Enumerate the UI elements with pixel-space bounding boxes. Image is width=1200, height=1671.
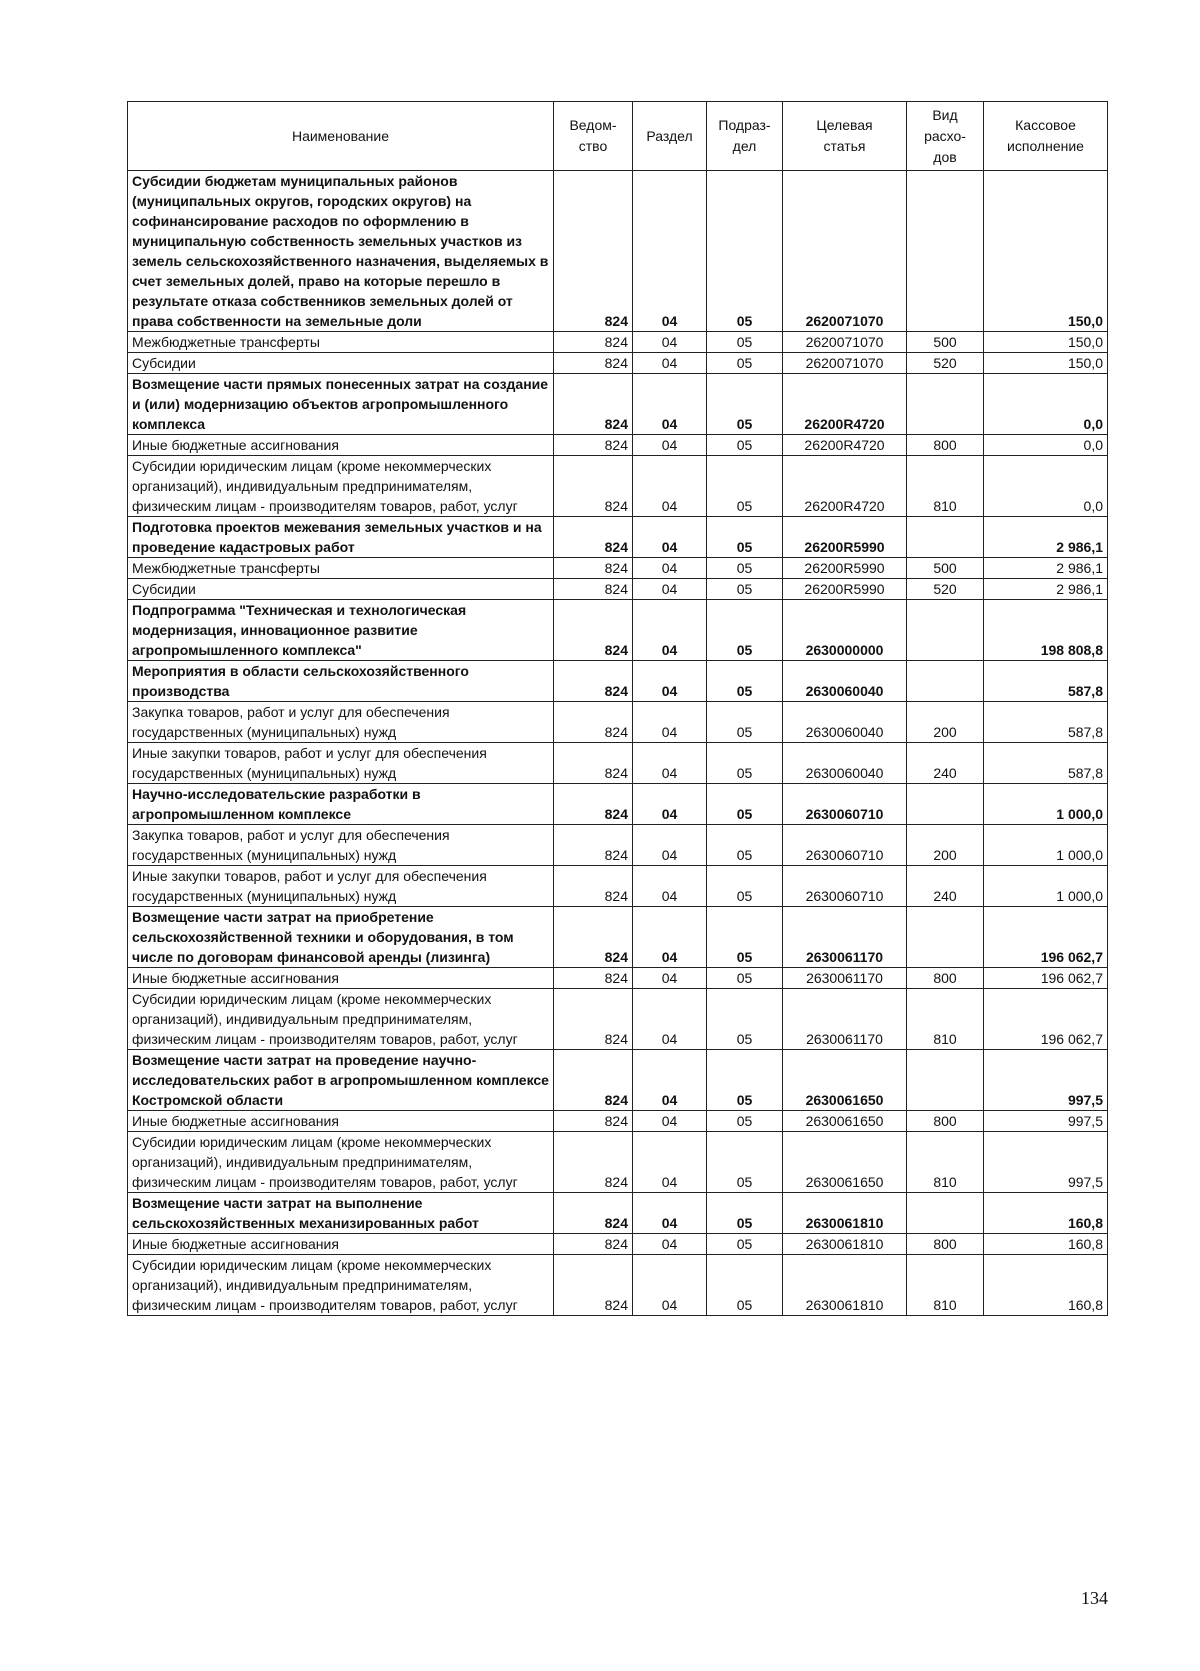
cell-subsection: 05 (707, 825, 783, 866)
cell-section: 04 (633, 171, 707, 332)
cell-target: 2630060710 (783, 866, 907, 907)
cell-dept: 824 (554, 353, 633, 374)
cell-target: 2630061170 (783, 989, 907, 1050)
cell-amount: 196 062,7 (984, 907, 1108, 968)
cell-subsection: 05 (707, 456, 783, 517)
cell-amount: 160,8 (984, 1255, 1108, 1316)
table-row (128, 374, 1108, 435)
cell-target: 2630061810 (783, 1193, 907, 1234)
header-subsection: Подраз- дел (707, 102, 783, 171)
table-row (128, 866, 1108, 907)
table-row (128, 171, 1108, 332)
cell-dept: 824 (554, 171, 633, 332)
cell-name: Иные бюджетные ассигнования (128, 968, 554, 989)
cell-name: Иные бюджетные ассигнования (128, 1234, 554, 1255)
cell-section: 04 (633, 456, 707, 517)
cell-amount: 196 062,7 (984, 968, 1108, 989)
cell-target: 2630061170 (783, 968, 907, 989)
cell-amount: 1 000,0 (984, 866, 1108, 907)
cell-name: Субсидии юридическим лицам (кроме некоммерческих организаций), индивидуальным предпринимателям, физическим лицам - производителям товаров, работ, услуг (128, 1255, 554, 1316)
cell-target: 26200R4720 (783, 374, 907, 435)
cell-dept: 824 (554, 866, 633, 907)
cell-name: Возмещение части затрат на проведение научно-исследовательских работ в агропромышленном комплексе Костромской области (128, 1050, 554, 1111)
table-row (128, 1255, 1108, 1316)
cell-name: Субсидии (128, 579, 554, 600)
cell-name: Субсидии (128, 353, 554, 374)
cell-name: Мероприятия в области сельскохозяйственного производства (128, 661, 554, 702)
cell-subsection: 05 (707, 1132, 783, 1193)
cell-target: 2630061650 (783, 1050, 907, 1111)
cell-expense-type (907, 600, 984, 661)
header-expense-type: Вид расхо- дов (907, 102, 984, 171)
cell-target: 26200R5990 (783, 579, 907, 600)
cell-expense-type (907, 1193, 984, 1234)
cell-name: Межбюджетные трансферты (128, 558, 554, 579)
cell-section: 04 (633, 353, 707, 374)
table-row (128, 435, 1108, 456)
cell-target: 2620071070 (783, 332, 907, 353)
cell-amount: 997,5 (984, 1132, 1108, 1193)
cell-expense-type: 240 (907, 743, 984, 784)
table-row (128, 332, 1108, 353)
cell-expense-type (907, 784, 984, 825)
header-amount: Кассовое исполнение (984, 102, 1108, 171)
cell-expense-type: 520 (907, 353, 984, 374)
cell-section: 04 (633, 907, 707, 968)
cell-dept: 824 (554, 517, 633, 558)
cell-name: Межбюджетные трансферты (128, 332, 554, 353)
table-row (128, 517, 1108, 558)
cell-name: Научно-исследовательские разработки в агропромышленном комплексе (128, 784, 554, 825)
cell-dept: 824 (554, 743, 633, 784)
cell-expense-type: 200 (907, 825, 984, 866)
cell-dept: 824 (554, 435, 633, 456)
cell-dept: 824 (554, 600, 633, 661)
cell-amount: 2 986,1 (984, 579, 1108, 600)
cell-expense-type: 800 (907, 1234, 984, 1255)
cell-subsection: 05 (707, 600, 783, 661)
cell-target: 26200R4720 (783, 435, 907, 456)
cell-subsection: 05 (707, 558, 783, 579)
cell-amount: 0,0 (984, 435, 1108, 456)
cell-name: Закупка товаров, работ и услуг для обеспечения государственных (муниципальных) нужд (128, 825, 554, 866)
table-row (128, 907, 1108, 968)
cell-dept: 824 (554, 1255, 633, 1316)
cell-section: 04 (633, 374, 707, 435)
cell-expense-type: 810 (907, 989, 984, 1050)
cell-section: 04 (633, 1132, 707, 1193)
cell-target: 26200R4720 (783, 456, 907, 517)
table-row (128, 1111, 1108, 1132)
cell-subsection: 05 (707, 702, 783, 743)
cell-section: 04 (633, 1193, 707, 1234)
cell-subsection: 05 (707, 1234, 783, 1255)
cell-section: 04 (633, 558, 707, 579)
cell-name: Субсидии бюджетам муниципальных районов (муниципальных округов, городских округов) на софинансирование расходов по оформлению в муниципальную собственность земельных участков из земель сельскохозяйственного назначения, выделяемых в счет земельных долей, право на которые перешло в результате отказа собственников земельных долей от права собственности на земельные доли (128, 171, 554, 332)
cell-amount: 587,8 (984, 702, 1108, 743)
cell-name: Закупка товаров, работ и услуг для обеспечения государственных (муниципальных) нужд (128, 702, 554, 743)
cell-subsection: 05 (707, 784, 783, 825)
table-row (128, 968, 1108, 989)
budget-execution-table (127, 101, 1108, 1316)
page-number: 134 (1081, 1588, 1108, 1608)
cell-section: 04 (633, 784, 707, 825)
cell-section: 04 (633, 743, 707, 784)
cell-expense-type: 240 (907, 866, 984, 907)
cell-target: 26200R5990 (783, 517, 907, 558)
table-row (128, 1050, 1108, 1111)
cell-subsection: 05 (707, 968, 783, 989)
cell-section: 04 (633, 968, 707, 989)
cell-expense-type: 520 (907, 579, 984, 600)
table-row (128, 743, 1108, 784)
table-row (128, 825, 1108, 866)
cell-dept: 824 (554, 661, 633, 702)
cell-amount: 2 986,1 (984, 517, 1108, 558)
cell-subsection: 05 (707, 1050, 783, 1111)
cell-subsection: 05 (707, 743, 783, 784)
cell-section: 04 (633, 866, 707, 907)
table-row (128, 456, 1108, 517)
cell-expense-type: 800 (907, 435, 984, 456)
table-row (128, 1193, 1108, 1234)
cell-target: 2630061810 (783, 1234, 907, 1255)
cell-target: 2620071070 (783, 353, 907, 374)
cell-name: Иные закупки товаров, работ и услуг для обеспечения государственных (муниципальных) нужд (128, 743, 554, 784)
cell-name: Подготовка проектов межевания земельных участков и на проведение кадастровых работ (128, 517, 554, 558)
cell-dept: 824 (554, 825, 633, 866)
cell-dept: 824 (554, 456, 633, 517)
table-row (128, 558, 1108, 579)
table-row (128, 600, 1108, 661)
header-name: Наименование (128, 102, 554, 171)
cell-target: 2630061650 (783, 1132, 907, 1193)
cell-name: Иные бюджетные ассигнования (128, 1111, 554, 1132)
table-header (128, 102, 1108, 171)
cell-expense-type: 500 (907, 332, 984, 353)
cell-section: 04 (633, 702, 707, 743)
cell-dept: 824 (554, 1132, 633, 1193)
cell-section: 04 (633, 435, 707, 456)
table-row (128, 661, 1108, 702)
cell-dept: 824 (554, 1234, 633, 1255)
cell-section: 04 (633, 1111, 707, 1132)
cell-section: 04 (633, 579, 707, 600)
cell-target: 26200R5990 (783, 558, 907, 579)
table-row (128, 353, 1108, 374)
cell-amount: 587,8 (984, 743, 1108, 784)
cell-amount: 160,8 (984, 1193, 1108, 1234)
cell-expense-type: 810 (907, 1132, 984, 1193)
cell-expense-type: 200 (907, 702, 984, 743)
cell-expense-type: 500 (907, 558, 984, 579)
table-row (128, 1234, 1108, 1255)
cell-subsection: 05 (707, 661, 783, 702)
cell-subsection: 05 (707, 1111, 783, 1132)
header-dept: Ведом- ство (554, 102, 633, 171)
cell-amount: 150,0 (984, 171, 1108, 332)
cell-target: 2630060710 (783, 784, 907, 825)
table-body (128, 171, 1108, 1316)
cell-subsection: 05 (707, 435, 783, 456)
cell-section: 04 (633, 989, 707, 1050)
cell-amount: 160,8 (984, 1234, 1108, 1255)
cell-expense-type (907, 907, 984, 968)
cell-subsection: 05 (707, 1255, 783, 1316)
cell-subsection: 05 (707, 1193, 783, 1234)
cell-dept: 824 (554, 374, 633, 435)
cell-expense-type: 800 (907, 968, 984, 989)
cell-target: 2630060710 (783, 825, 907, 866)
cell-name: Иные бюджетные ассигнования (128, 435, 554, 456)
cell-name: Субсидии юридическим лицам (кроме некоммерческих организаций), индивидуальным предпринимателям, физическим лицам - производителям товаров, работ, услуг (128, 456, 554, 517)
cell-section: 04 (633, 600, 707, 661)
table-row (128, 1132, 1108, 1193)
cell-amount: 2 986,1 (984, 558, 1108, 579)
cell-dept: 824 (554, 558, 633, 579)
cell-section: 04 (633, 1050, 707, 1111)
cell-subsection: 05 (707, 332, 783, 353)
cell-amount: 0,0 (984, 456, 1108, 517)
cell-name: Возмещение части прямых понесенных затрат на создание и (или) модернизацию объектов агропромышленного комплекса (128, 374, 554, 435)
table-row (128, 702, 1108, 743)
cell-amount: 0,0 (984, 374, 1108, 435)
table-row (128, 579, 1108, 600)
cell-expense-type (907, 374, 984, 435)
cell-expense-type: 810 (907, 456, 984, 517)
cell-section: 04 (633, 517, 707, 558)
cell-dept: 824 (554, 332, 633, 353)
cell-amount: 150,0 (984, 332, 1108, 353)
cell-dept: 824 (554, 1193, 633, 1234)
cell-target: 2630060040 (783, 661, 907, 702)
cell-amount: 196 062,7 (984, 989, 1108, 1050)
cell-subsection: 05 (707, 353, 783, 374)
cell-expense-type: 800 (907, 1111, 984, 1132)
cell-amount: 1 000,0 (984, 825, 1108, 866)
cell-subsection: 05 (707, 907, 783, 968)
cell-dept: 824 (554, 907, 633, 968)
cell-target: 2630061810 (783, 1255, 907, 1316)
cell-subsection: 05 (707, 989, 783, 1050)
cell-dept: 824 (554, 968, 633, 989)
cell-dept: 824 (554, 1050, 633, 1111)
cell-target: 2630061650 (783, 1111, 907, 1132)
cell-name: Иные закупки товаров, работ и услуг для обеспечения государственных (муниципальных) нужд (128, 866, 554, 907)
cell-target: 2630000000 (783, 600, 907, 661)
cell-amount: 198 808,8 (984, 600, 1108, 661)
header-section: Раздел (633, 102, 707, 171)
cell-target: 2620071070 (783, 171, 907, 332)
cell-amount: 997,5 (984, 1111, 1108, 1132)
cell-expense-type (907, 517, 984, 558)
cell-dept: 824 (554, 1111, 633, 1132)
cell-section: 04 (633, 825, 707, 866)
cell-target: 2630061170 (783, 907, 907, 968)
cell-expense-type (907, 661, 984, 702)
cell-subsection: 05 (707, 579, 783, 600)
table-row (128, 784, 1108, 825)
cell-subsection: 05 (707, 171, 783, 332)
cell-section: 04 (633, 332, 707, 353)
cell-expense-type: 810 (907, 1255, 984, 1316)
cell-expense-type (907, 171, 984, 332)
cell-name: Субсидии юридическим лицам (кроме некоммерческих организаций), индивидуальным предпринимателям, физическим лицам - производителям товаров, работ, услуг (128, 1132, 554, 1193)
cell-subsection: 05 (707, 517, 783, 558)
cell-amount: 997,5 (984, 1050, 1108, 1111)
cell-dept: 824 (554, 579, 633, 600)
cell-dept: 824 (554, 702, 633, 743)
cell-target: 2630060040 (783, 743, 907, 784)
cell-dept: 824 (554, 989, 633, 1050)
cell-target: 2630060040 (783, 702, 907, 743)
cell-section: 04 (633, 1234, 707, 1255)
cell-amount: 587,8 (984, 661, 1108, 702)
cell-subsection: 05 (707, 866, 783, 907)
cell-name: Подпрограмма "Техническая и технологическая модернизация, инновационное развитие агропромышленного комплекса" (128, 600, 554, 661)
cell-subsection: 05 (707, 374, 783, 435)
cell-name: Возмещение части затрат на приобретение сельскохозяйственной техники и оборудования, в том числе по договорам финансовой аренды (лизинга) (128, 907, 554, 968)
cell-section: 04 (633, 1255, 707, 1316)
header-target: Целевая статья (783, 102, 907, 171)
cell-amount: 150,0 (984, 353, 1108, 374)
cell-section: 04 (633, 661, 707, 702)
cell-name: Субсидии юридическим лицам (кроме некоммерческих организаций), индивидуальным предпринимателям, физическим лицам - производителям товаров, работ, услуг (128, 989, 554, 1050)
cell-expense-type (907, 1050, 984, 1111)
table-row (128, 989, 1108, 1050)
cell-amount: 1 000,0 (984, 784, 1108, 825)
cell-dept: 824 (554, 784, 633, 825)
cell-name: Возмещение части затрат на выполнение сельскохозяйственных механизированных работ (128, 1193, 554, 1234)
